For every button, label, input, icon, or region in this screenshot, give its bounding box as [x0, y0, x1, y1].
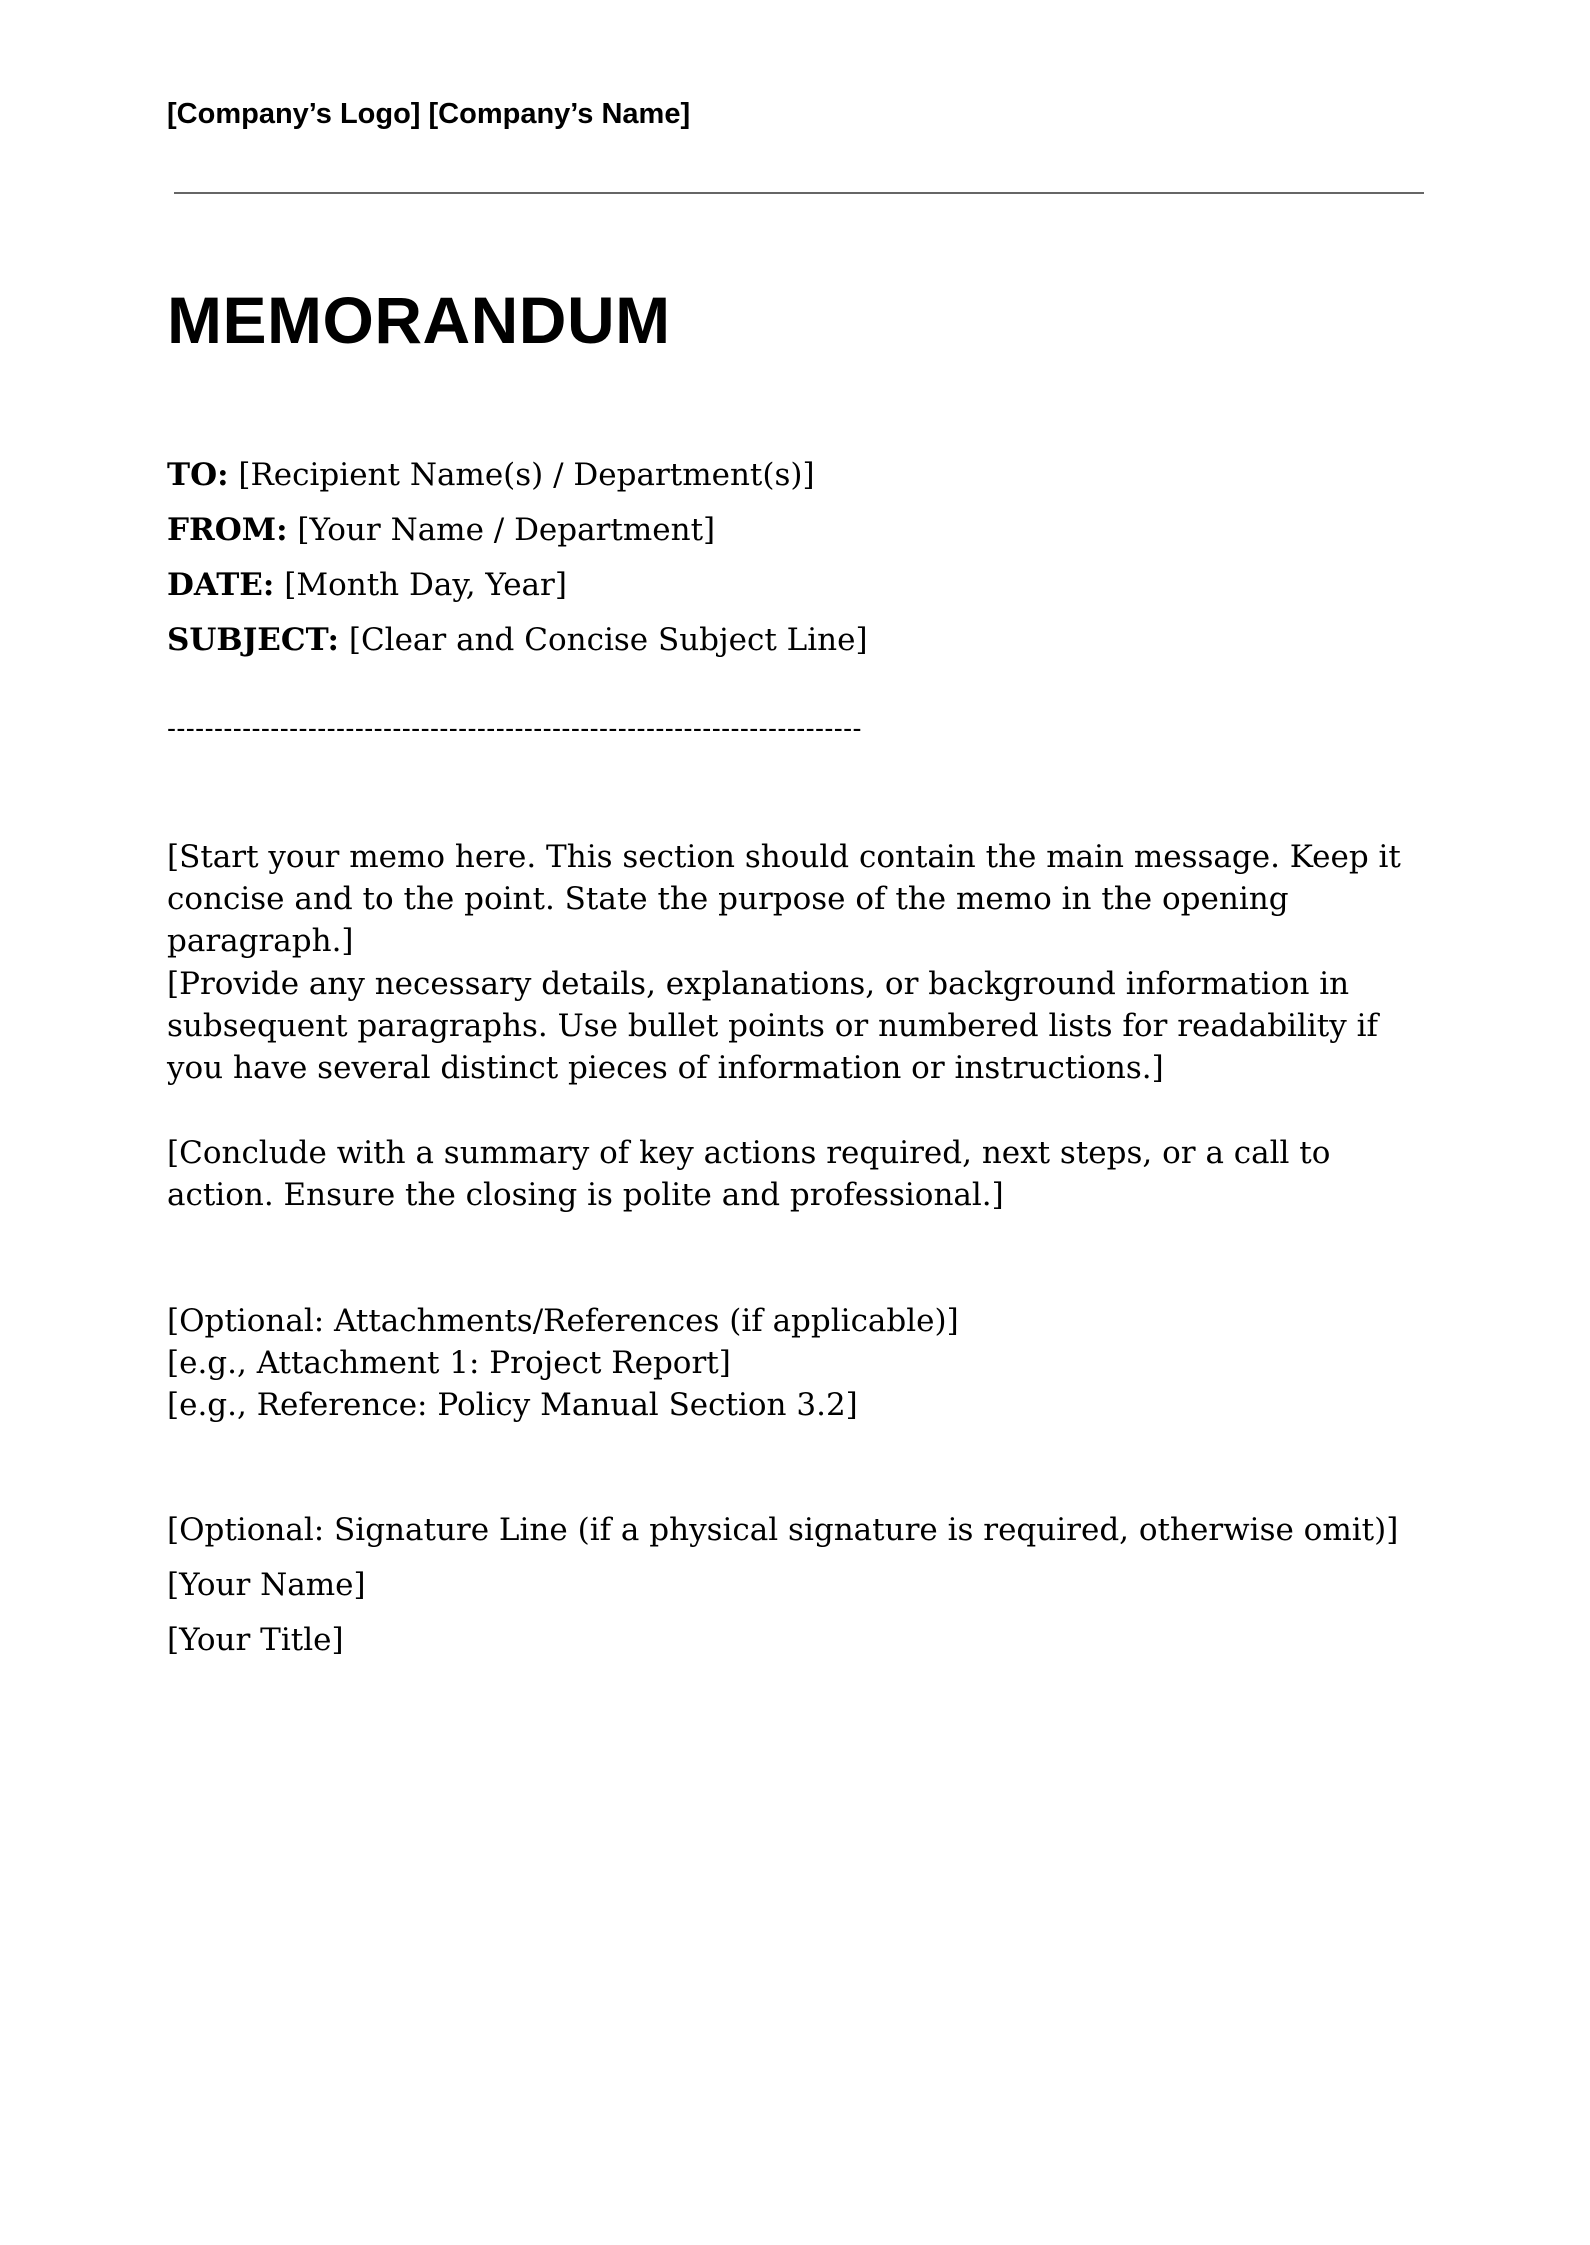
from-label: FROM: — [167, 512, 288, 548]
to-label: TO: — [167, 457, 229, 493]
date-field — [167, 564, 1467, 619]
body-paragraph-1: [Start your memo here. This section should contain the main message. Keep it concise and to the point. State the purpose of the memo in the opening paragraph.] — [167, 839, 1401, 959]
subject-field — [167, 619, 1467, 674]
signature-name: [Your Name] — [167, 1567, 366, 1603]
attachment-example: [e.g., Attachment 1: Project Report] — [167, 1345, 731, 1381]
date-label: DATE: — [167, 567, 275, 603]
reference-example: [e.g., Reference: Policy Manual Section 3.2] — [167, 1387, 858, 1423]
date-value: [Month Day, Year] — [284, 567, 567, 603]
from-value: [Your Name / Department] — [297, 512, 716, 548]
to-field — [167, 454, 1467, 509]
dashed-separator: -------------------------------------------------------------------------- — [167, 713, 862, 743]
signature-title: [Your Title] — [167, 1622, 344, 1658]
attachments-references — [167, 1300, 1437, 1426]
company-header: [Company’s Logo] [Company’s Name] — [167, 98, 691, 130]
body-paragraph-2: [Provide any necessary details, explanations, or background information in subsequent paragraphs. Use bullet points or numbered lists for readability if you have several distinct pieces of information or instructions.] — [167, 966, 1378, 1086]
header-divider — [174, 192, 1424, 194]
subject-label: SUBJECT: — [167, 622, 339, 658]
to-value: [Recipient Name(s) / Department(s)] — [238, 457, 815, 493]
attachments-heading: [Optional: Attachments/References (if applicable)] — [167, 1303, 959, 1339]
body-paragraph-3: [Conclude with a summary of key actions required, next steps, or a call to action. Ensure the closing is polite and professional.] — [167, 1135, 1331, 1213]
memo-title: MEMORANDUM — [167, 283, 671, 357]
subject-value: [Clear and Concise Subject Line] — [348, 622, 868, 658]
signature-block — [167, 1509, 1467, 1674]
signature-line-note: [Optional: Signature Line (if a physical signature is required, otherwise omit)] — [167, 1512, 1399, 1548]
from-field — [167, 509, 1467, 564]
memo-fields — [167, 454, 1467, 674]
